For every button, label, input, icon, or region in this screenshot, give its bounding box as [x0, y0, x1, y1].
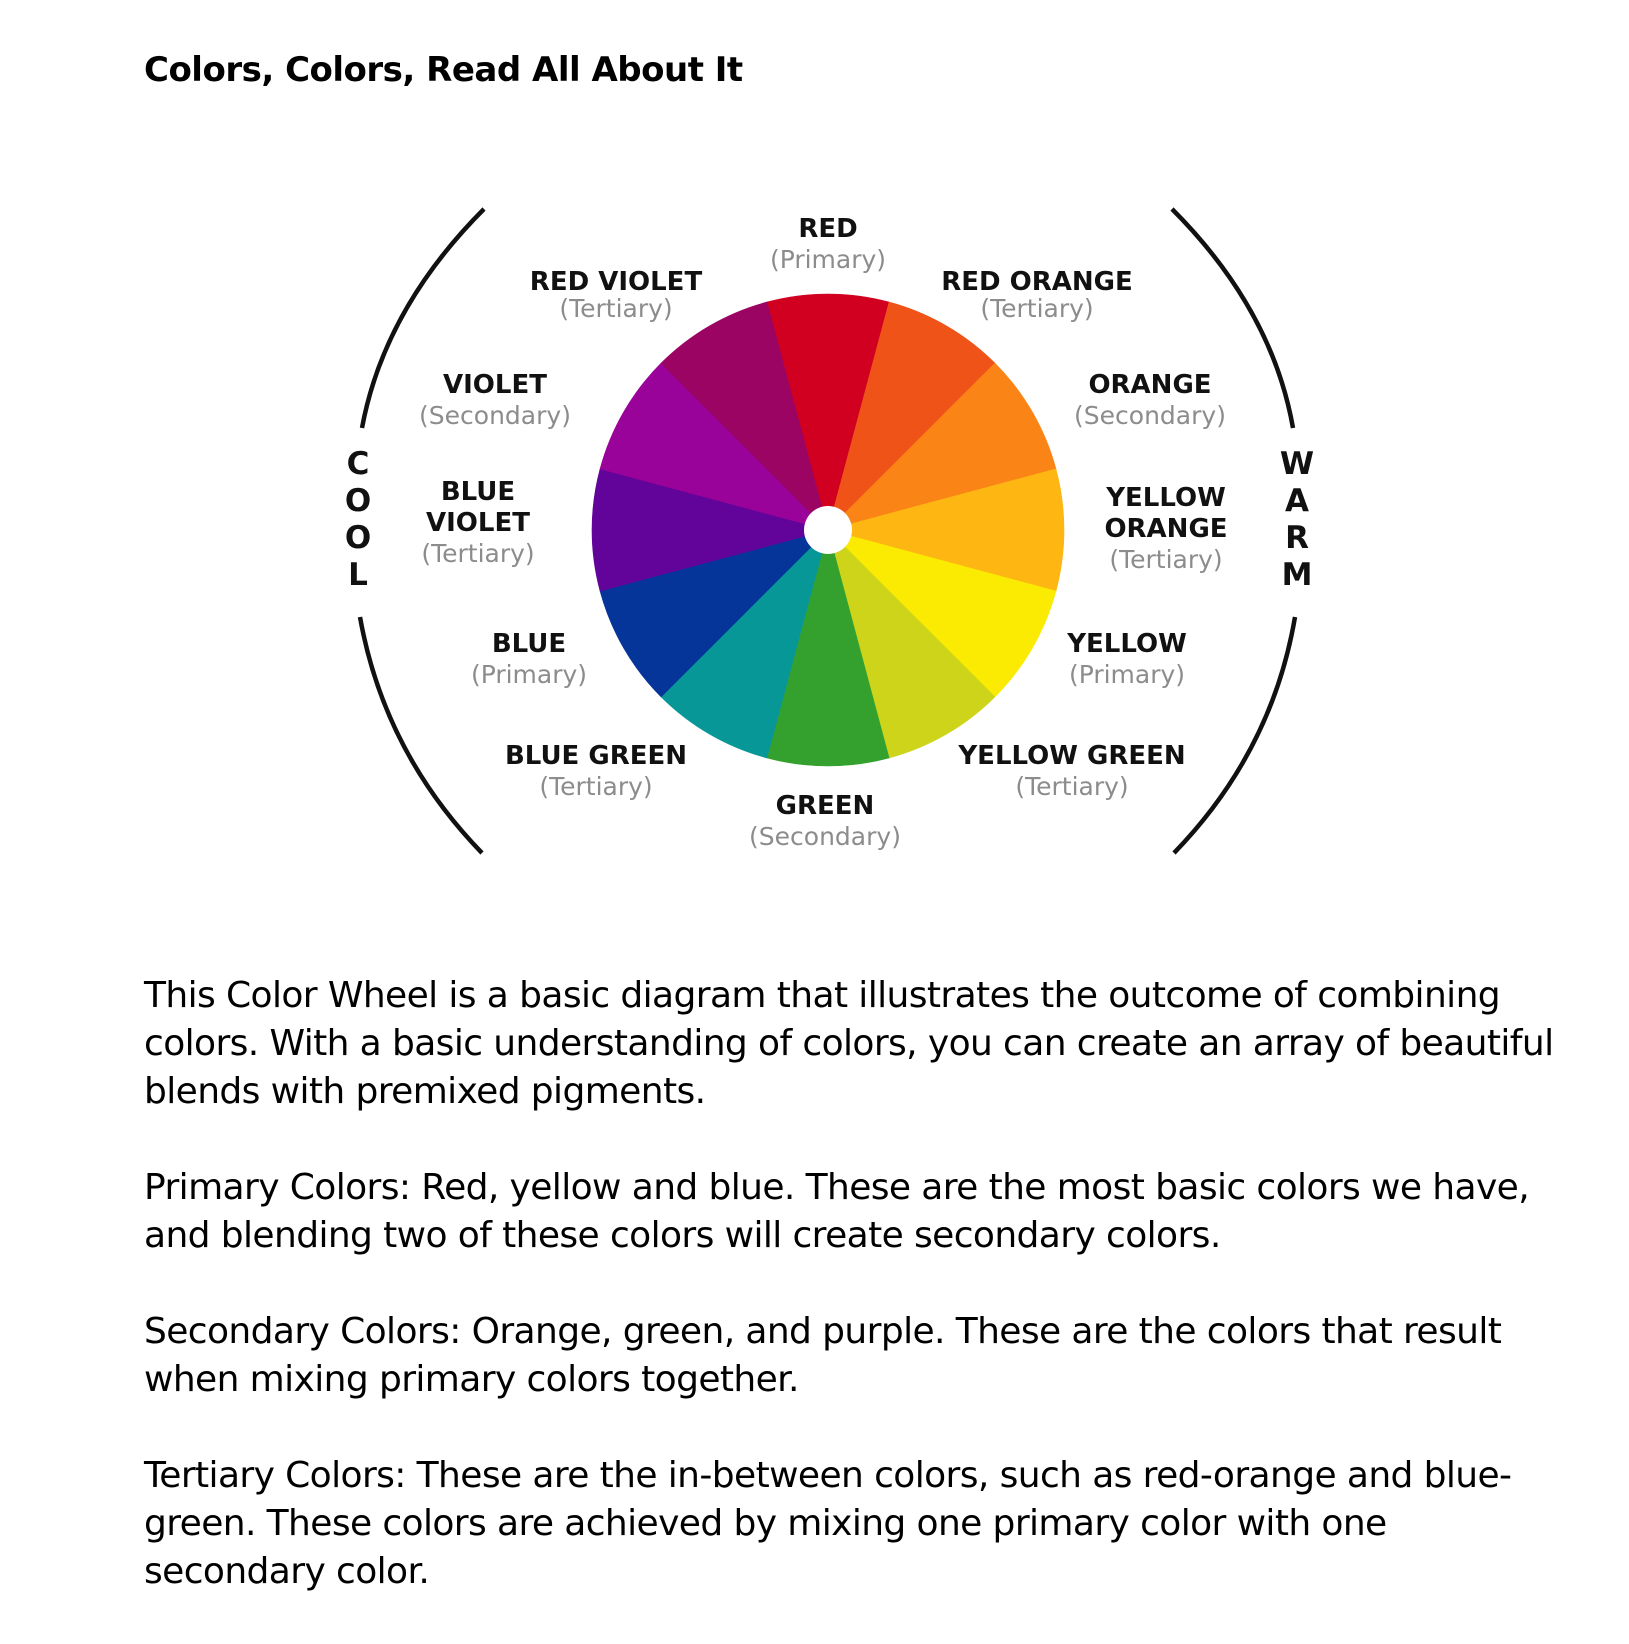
page-title: Colors, Colors, Read All About It	[144, 50, 743, 90]
warm-arc-bottom	[1174, 617, 1295, 853]
label-yellow-orange	[1104, 483, 1227, 574]
segment-name: YELLOW	[1067, 629, 1187, 659]
segment-type: (Tertiary)	[559, 294, 673, 323]
warm-letter: M	[1281, 557, 1313, 593]
label-orange	[1074, 370, 1226, 430]
label-green	[749, 791, 901, 851]
segment-name: BLUE	[491, 629, 567, 659]
secondary-colors-paragraph: Secondary Colors: Orange, green, and purple. These are the colors that result when mixing primary colors together.	[144, 1311, 1502, 1400]
warm-letter: A	[1285, 483, 1309, 519]
segment-name: BLUE	[440, 477, 516, 507]
warm-letter: W	[1279, 446, 1315, 482]
cool-letter: O	[344, 520, 372, 556]
segment-type: (Tertiary)	[1015, 772, 1129, 801]
body-text	[144, 972, 1564, 1644]
cool-letter: O	[344, 483, 372, 519]
label-red-violet	[530, 267, 703, 323]
segment-name-line2: VIOLET	[426, 508, 530, 538]
label-blue	[471, 629, 587, 689]
intro-paragraph: This Color Wheel is a basic diagram that illustrates the outcome of combining colors. With a basic understanding of colors, you can create an array of beautiful blends with premixed pigments.	[144, 975, 1554, 1112]
segment-type: (Tertiary)	[539, 772, 653, 801]
tertiary-colors-paragraph: Tertiary Colors: These are the in-between colors, such as red-orange and blue-green. These colors are achieved by mixing one primary color with one secondary color.	[144, 1455, 1512, 1592]
segment-name: VIOLET	[443, 370, 547, 400]
segment-name: YELLOW GREEN	[958, 741, 1186, 771]
segment-name: RED ORANGE	[941, 267, 1133, 297]
label-yellow-green	[957, 741, 1185, 801]
segment-type: (Primary)	[470, 660, 588, 689]
segment-type: (Tertiary)	[421, 539, 535, 568]
segment-type: (Tertiary)	[980, 294, 1094, 323]
label-red-orange	[941, 267, 1133, 323]
primary-colors-paragraph: Primary Colors: Red, yellow and blue. These are the most basic colors we have, and blending two of these colors will create secondary colors.	[144, 1167, 1530, 1256]
label-blue-green	[505, 741, 687, 801]
segment-type: (Secondary)	[419, 401, 571, 430]
cool-letter: C	[346, 446, 370, 482]
label-yellow	[1066, 629, 1187, 689]
segment-name: ORANGE	[1088, 370, 1212, 400]
segment-type: (Primary)	[1068, 660, 1186, 689]
segment-name-line2: ORANGE	[1104, 514, 1228, 544]
label-violet	[419, 370, 571, 430]
cool-arc-bottom	[360, 617, 482, 853]
segment-name: RED VIOLET	[529, 267, 703, 297]
segment-type: (Primary)	[769, 245, 887, 274]
segment-type: (Tertiary)	[1109, 545, 1223, 574]
label-blue-violet	[421, 477, 534, 568]
cool-letter: L	[348, 557, 368, 593]
segment-name: RED	[798, 214, 858, 244]
segment-name: BLUE GREEN	[504, 741, 688, 771]
segment-type: (Secondary)	[1074, 401, 1226, 430]
segment-name: YELLOW	[1106, 483, 1226, 513]
wheel-center-hole	[804, 506, 852, 554]
label-red	[770, 214, 886, 274]
warm-letter: R	[1285, 520, 1309, 556]
segment-name: GREEN	[775, 791, 875, 821]
segment-type: (Secondary)	[749, 822, 901, 851]
